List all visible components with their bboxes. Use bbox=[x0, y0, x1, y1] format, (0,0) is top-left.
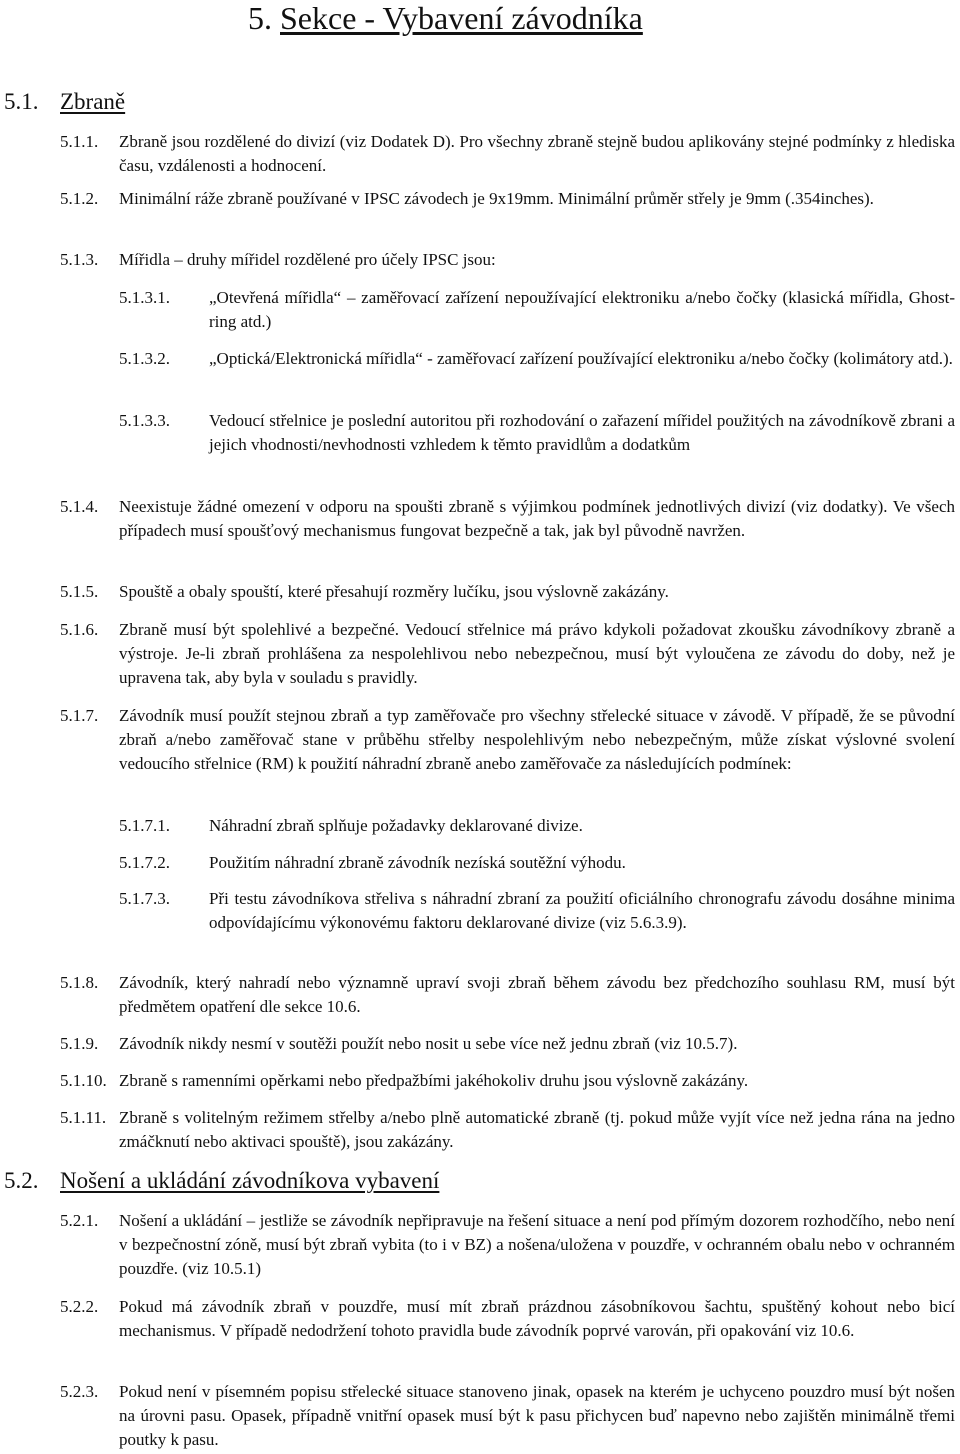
clause-text: Pokud má závodník zbraň v pouzdře, musí mít zbraň prázdnou zásobníkovou šachtu, spuštěný kohout nebo bicí mechanismus. V případě nedodržení tohoto pravidla bude závodník poprvé varován, při opakování viz 10.6. bbox=[119, 1297, 955, 1340]
clause-5-1-3-1 bbox=[119, 286, 955, 334]
clause-5-2-3 bbox=[60, 1380, 955, 1452]
clause-number: 5.1.9. bbox=[60, 1034, 99, 1053]
clause-text: „Optická/Elektronická mířidla“ - zaměřovací zařízení používající elektroniku a/nebo čočky (kolimátory atd.). bbox=[209, 349, 953, 368]
clause-number: 5.1.7. bbox=[60, 706, 99, 725]
clause-text: Neexistuje žádné omezení v odporu na spoušti zbraně s výjimkou podmínek jednotlivých divizí (viz dodatky). Ve všech případech musí spoušťový mechanismus fungovat bezpečně a tak, jak byl původně navržen. bbox=[119, 497, 955, 540]
clause-number: 5.1.3. bbox=[60, 250, 99, 269]
clause-number: 5.1.7.1. bbox=[119, 816, 170, 835]
clause-number: 5.2.1. bbox=[60, 1211, 99, 1230]
clause-5-1-9 bbox=[60, 1032, 955, 1056]
clause-text: Použitím náhradní zbraně závodník nezíská soutěžní výhodu. bbox=[209, 853, 626, 872]
clause-5-1-3-2 bbox=[119, 347, 955, 371]
clause-5-2-1 bbox=[60, 1209, 955, 1281]
clause-5-1-1 bbox=[60, 130, 955, 178]
clause-5-2-2 bbox=[60, 1295, 955, 1343]
section-heading-carrying bbox=[4, 1167, 954, 1195]
section-title: Nošení a ukládání závodníkova vybavení bbox=[60, 1168, 440, 1193]
clause-text: Minimální ráže zbraně používané v IPSC závodech je 9x19mm. Minimální průměr střely je 9mm (.354inches). bbox=[119, 189, 874, 208]
clause-number: 5.1.3.2. bbox=[119, 349, 170, 368]
clause-5-1-5 bbox=[60, 580, 955, 604]
clause-text: Pokud není v písemném popisu střelecké situace stanoveno jinak, opasek na kterém je uchyceno pouzdro musí být nošen na úrovni pasu. Opasek, případně vnitřní opasek musí být k pasu přichycen buď napevno nebo zajištěn minimálně třemi poutky k pasu. bbox=[119, 1382, 955, 1449]
clause-5-1-3 bbox=[60, 248, 955, 272]
clause-number: 5.1.5. bbox=[60, 582, 99, 601]
section-heading-weapons bbox=[4, 88, 954, 116]
clause-text: Zbraně s ramenními opěrkami nebo předpažbími jakéhokoliv druhu jsou výslovně zakázány. bbox=[119, 1071, 749, 1090]
clause-number: 5.1.6. bbox=[60, 620, 99, 639]
clause-number: 5.2.2. bbox=[60, 1297, 99, 1316]
clause-text: „Otevřená mířidla“ – zaměřovací zařízení nepoužívající elektroniku a/nebo čočky (klasická mířidla, Ghost-ring atd.) bbox=[209, 288, 955, 331]
clause-5-1-4 bbox=[60, 495, 955, 543]
clause-number: 5.2.3. bbox=[60, 1382, 99, 1401]
clause-number: 5.1.3.1. bbox=[119, 288, 170, 307]
clause-number: 5.1.3.3. bbox=[119, 411, 170, 430]
clause-text: Při testu závodníkova střeliva s náhradní zbraní za použití oficiálního chronografu závodu dosáhne minima odpovídajícímu výkonovému faktoru deklarované divize (viz 5.6.3.9). bbox=[209, 889, 955, 932]
page-title bbox=[248, 0, 643, 36]
clause-text: Zbraně jsou rozdělené do divizí (viz Dodatek D). Pro všechny zbraně stejně budou aplikovány stejné podmínky z hlediska času, vzdálenosti a hodnocení. bbox=[119, 132, 955, 175]
clause-number: 5.1.11. bbox=[60, 1108, 107, 1127]
clause-number: 5.1.1. bbox=[60, 132, 99, 151]
clause-text: Spouště a obaly spouští, které přesahují rozměry lučíku, jsou výslovně zakázány. bbox=[119, 582, 669, 601]
clause-5-1-7-2 bbox=[119, 851, 955, 875]
clause-text: Závodník musí použít stejnou zbraň a typ zaměřovače pro všechny střelecké situace v závodě. V případě, že se původní zbraň a/nebo zaměřovač stane v průběhu střelby nespolehlivým nebo nebezpečným, může získat výslovné svolení vedoucího střelnice (RM) k použití náhradní zbraně anebo zaměřovače za následujících podmínek: bbox=[119, 706, 955, 773]
clause-5-1-3-3 bbox=[119, 409, 955, 457]
clause-5-1-10 bbox=[60, 1069, 955, 1093]
clause-5-1-7-3 bbox=[119, 887, 955, 935]
clause-text: Mířidla – druhy mířidel rozdělené pro účely IPSC jsou: bbox=[119, 250, 496, 269]
page-title-number: 5. bbox=[248, 0, 272, 36]
clause-number: 5.1.8. bbox=[60, 973, 99, 992]
clause-text: Zbraně musí být spolehlivé a bezpečné. Vedoucí střelnice má právo kdykoli požadovat zkoušku závodníkovy zbraně a výstroje. Je-li zbraň prohlášena za nespolehlivou nebo nebezpečnou, musí být vyloučena ze závodu do doby, než je upravena tak, aby byla v souladu s pravidly. bbox=[119, 620, 955, 687]
section-number: 5.1. bbox=[4, 89, 39, 114]
clause-text: Vedoucí střelnice je poslední autoritou při rozhodování o zařazení mířidel použitých na závodníkově zbrani a jejich vhodnosti/nevhodnosti vzhledem k těmto pravidlům a dodatkům bbox=[209, 411, 955, 454]
clause-number: 5.1.4. bbox=[60, 497, 99, 516]
page-title-text: Sekce - Vybavení závodníka bbox=[280, 0, 643, 36]
section-number: 5.2. bbox=[4, 1168, 39, 1193]
clause-number: 5.1.7.2. bbox=[119, 853, 170, 872]
clause-text: Závodník, který nahradí nebo významně upraví svoji zbraň během závodu bez předchozího souhlasu RM, musí být předmětem opatření dle sekce 10.6. bbox=[119, 973, 955, 1016]
clause-number: 5.1.2. bbox=[60, 189, 99, 208]
clause-number: 5.1.7.3. bbox=[119, 889, 170, 908]
clause-number: 5.1.10. bbox=[60, 1071, 107, 1090]
clause-text: Zbraně s volitelným režimem střelby a/nebo plně automatické zbraně (tj. pokud může vyjít více než jedna rána na jedno zmáčknutí nebo aktivaci spouště), jsou zakázány. bbox=[119, 1108, 955, 1151]
clause-text: Závodník nikdy nesmí v soutěži použít nebo nosit u sebe více než jednu zbraň (viz 10.5.7). bbox=[119, 1034, 738, 1053]
clause-5-1-6 bbox=[60, 618, 955, 690]
clause-text: Náhradní zbraň splňuje požadavky deklarované divize. bbox=[209, 816, 583, 835]
clause-5-1-11 bbox=[60, 1106, 955, 1154]
section-title: Zbraně bbox=[60, 89, 126, 114]
clause-text: Nošení a ukládání – jestliže se závodník nepřipravuje na řešení situace a není pod přímým dozorem rozhodčího, nebo není v bezpečnostní zóně, musí být zbraň vybita (to i v BZ) a nošena/uložena v pouzdře, v ochranném obalu nebo v ochranném pouzdře. (viz 10.5.1) bbox=[119, 1211, 955, 1278]
clause-5-1-8 bbox=[60, 971, 955, 1019]
clause-5-1-2 bbox=[60, 187, 955, 211]
clause-5-1-7-1 bbox=[119, 814, 955, 838]
clause-5-1-7 bbox=[60, 704, 955, 776]
